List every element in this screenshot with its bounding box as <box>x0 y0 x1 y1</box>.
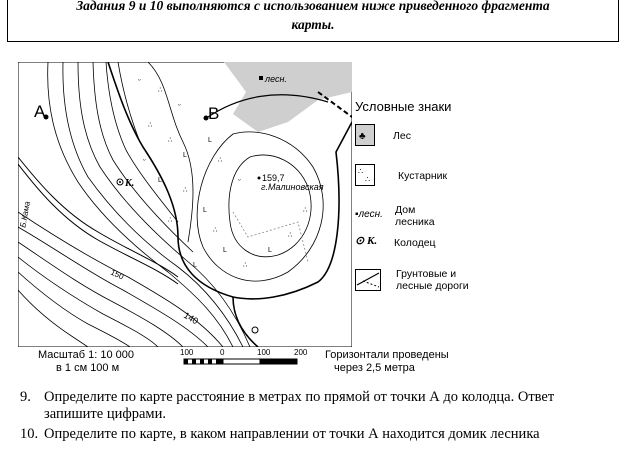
contour-interval-line-2: через 2,5 метра <box>334 362 415 374</box>
svg-text:L: L <box>223 247 227 254</box>
question-10 <box>20 426 540 443</box>
legend-forester-symbol-text: лесн. <box>358 209 383 220</box>
legend-road-label: Грунтовые и лесные дороги <box>396 268 469 292</box>
scale-sub-label: в 1 см 100 м <box>56 362 120 374</box>
svg-text:L: L <box>208 137 212 144</box>
svg-text:L: L <box>203 207 207 214</box>
svg-text:∴: ∴ <box>218 157 223 164</box>
legend-forester-symbol: ▪лесн. <box>355 209 383 220</box>
svg-text:L: L <box>158 177 162 184</box>
road-legend-icon <box>355 269 381 291</box>
task-header <box>10 0 616 34</box>
scale-tick-label: 100 <box>257 348 271 357</box>
svg-text:∴: ∴ <box>358 167 364 176</box>
svg-text:L: L <box>268 247 272 254</box>
svg-text:∴: ∴ <box>365 175 371 184</box>
point-a-label: A <box>34 102 46 121</box>
forester-house-marker <box>259 76 263 80</box>
legend-forest-label: Лес <box>393 130 411 142</box>
svg-text:∴: ∴ <box>168 137 173 144</box>
svg-text:ᵕ: ᵕ <box>138 77 141 84</box>
header-line-1: Задания 9 и 10 выполняются с использованием ниже приведенного фрагмента <box>76 0 550 13</box>
shrub-legend-icon <box>355 164 375 186</box>
svg-text:∴: ∴ <box>243 262 248 269</box>
svg-text:∴: ∴ <box>288 232 293 239</box>
svg-text:ᵕ: ᵕ <box>238 177 241 184</box>
contour-140-label: 140 <box>182 310 201 327</box>
legend-well-symbol: ⊙ К. <box>355 235 378 247</box>
scale-tick-label: 100 <box>180 348 194 357</box>
svg-text:L: L <box>193 262 197 269</box>
svg-text:∴: ∴ <box>303 207 308 214</box>
svg-text:L: L <box>183 152 187 159</box>
question-10-line-1: Определите по карте, в каком направлении от точки А находится домик лесника <box>44 426 540 442</box>
scale-tick-label: 0 <box>220 348 225 357</box>
header-line-2: карты. <box>291 17 335 32</box>
scale-segments <box>184 359 297 364</box>
scale-bar <box>180 345 315 375</box>
legend-title: Условные знаки <box>355 99 452 114</box>
legend-well-symbol-text: К. <box>366 235 378 247</box>
svg-text:♣: ♣ <box>359 131 366 142</box>
forester-label: лесн. <box>265 74 287 84</box>
river-label: Б.Кама <box>18 200 32 229</box>
svg-text:ᵕ: ᵕ <box>178 102 181 109</box>
height-label: 159,7 <box>262 173 285 183</box>
question-9-line-1: Определите по карте расстояние в метрах по прямой от точки А до колодца. Ответ <box>44 389 555 405</box>
well-label: К. <box>125 178 135 189</box>
legend-shrub-label: Кустарник <box>398 170 448 182</box>
forest-legend-icon <box>355 124 375 146</box>
svg-text:∴: ∴ <box>168 217 173 224</box>
contour-interval-line-1: Горизонтали проведены <box>325 349 449 361</box>
height-marker <box>258 177 261 180</box>
scale-tick-label: 200 <box>294 348 308 357</box>
contour-150-label: 150 <box>109 267 126 282</box>
scale-label: Масштаб 1: 10 000 <box>38 349 134 361</box>
svg-text:∴: ∴ <box>158 87 163 94</box>
topographic-map <box>18 62 352 347</box>
question-10-number: 10. <box>20 426 39 442</box>
svg-text:∴: ∴ <box>213 227 218 234</box>
question-9-line-2: запишите цифрами. <box>44 406 166 422</box>
hill-name-label: г.Малиновская <box>261 182 324 192</box>
svg-text:ᵕ: ᵕ <box>143 157 146 164</box>
question-9 <box>20 389 554 423</box>
legend-well-label: Колодец <box>394 237 436 249</box>
legend-forester-label: Дом лесника <box>395 204 435 228</box>
svg-text:∴: ∴ <box>148 122 153 129</box>
svg-text:∴: ∴ <box>183 187 188 194</box>
question-9-number: 9. <box>20 389 31 405</box>
point-b-label: B <box>208 104 220 123</box>
